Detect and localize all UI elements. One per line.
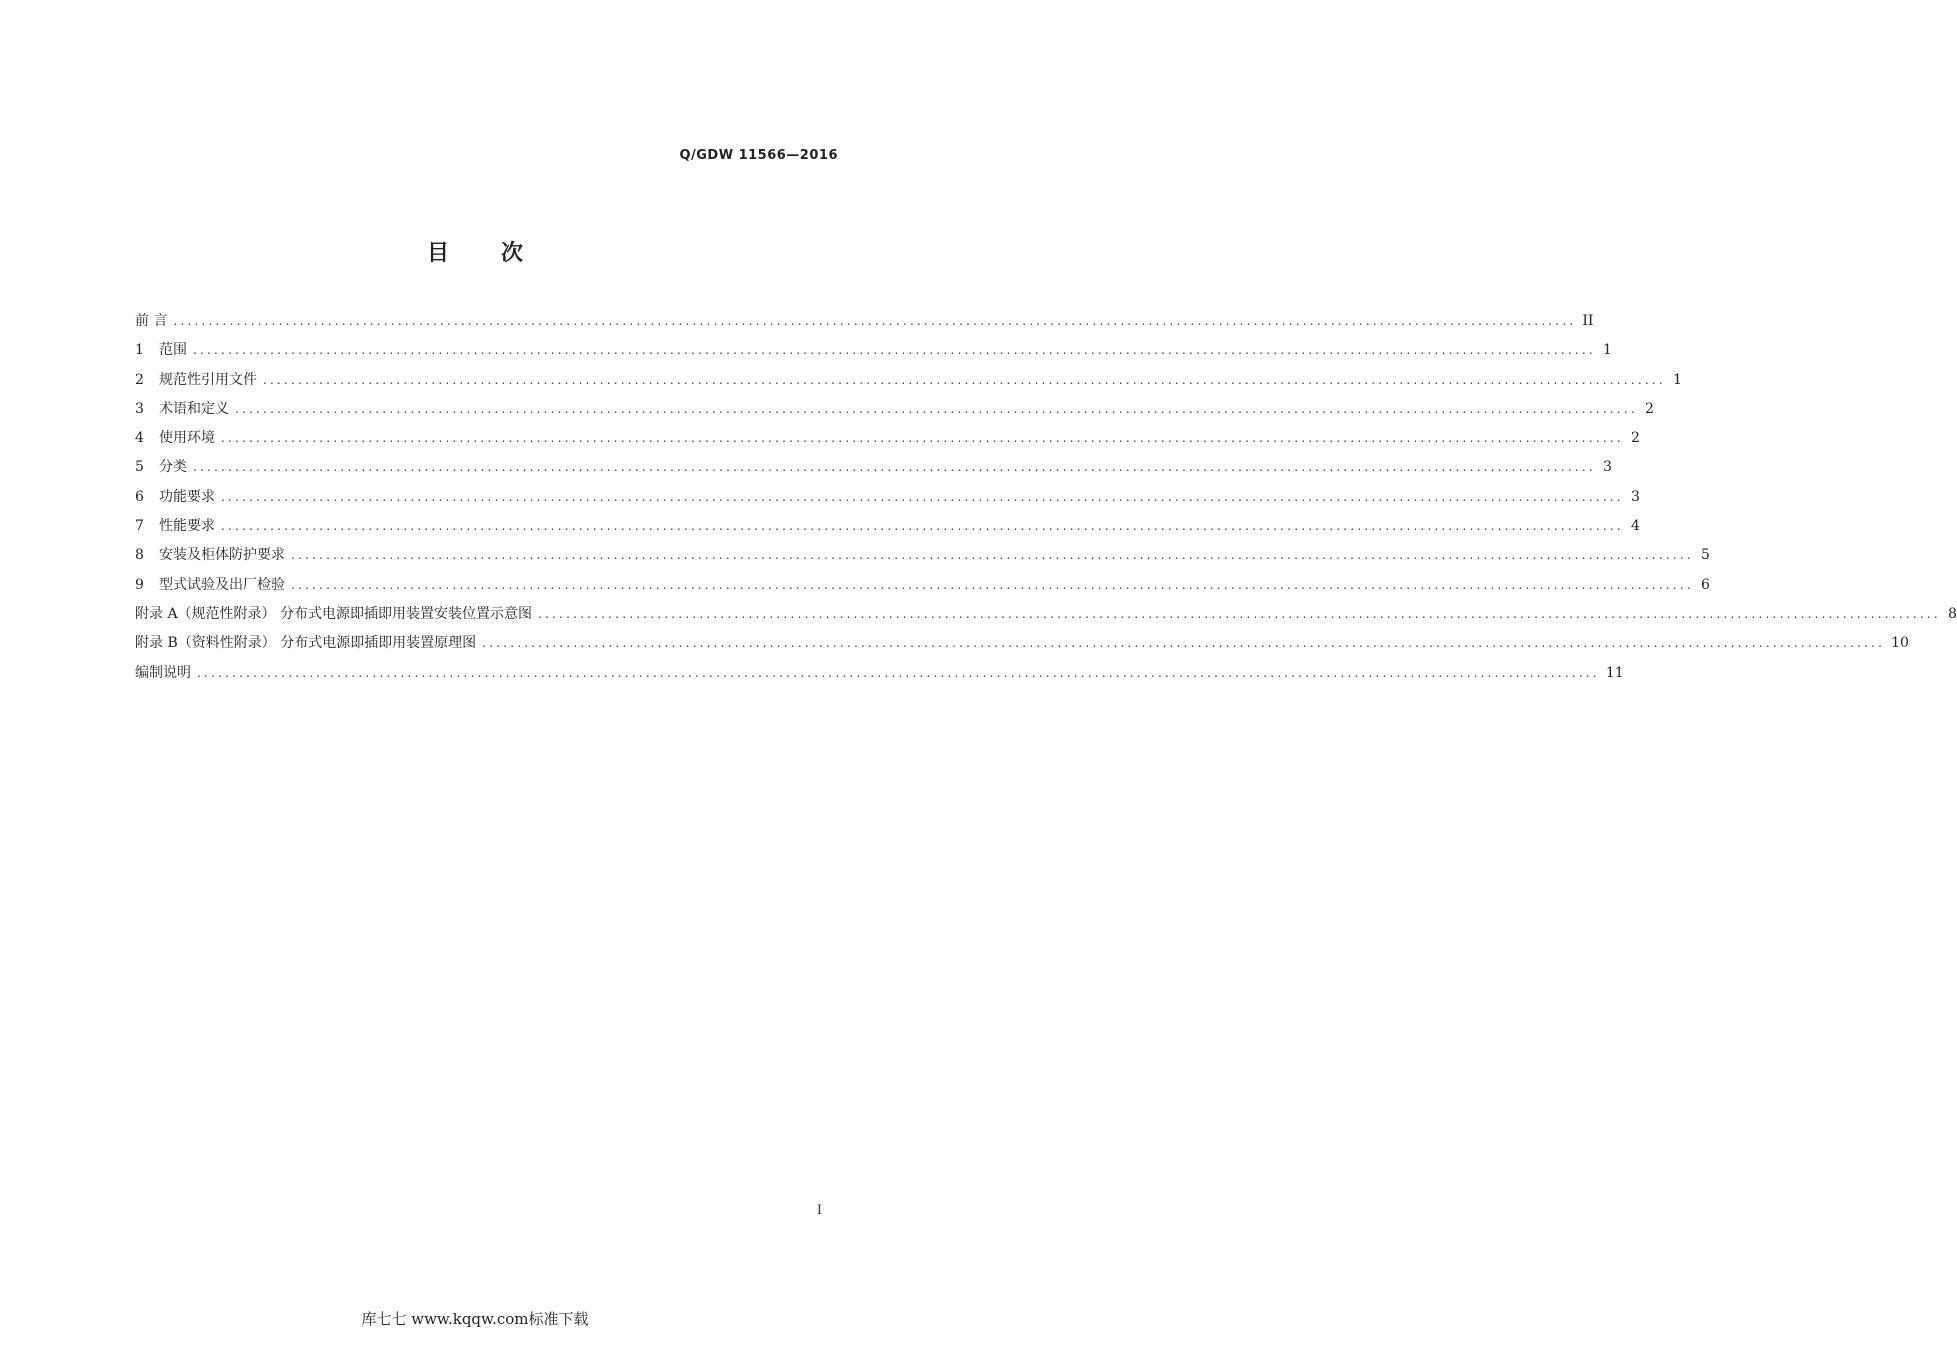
toc-entry-page: 1 [1602, 342, 1612, 359]
toc-entry-page: 6 [1700, 576, 1710, 593]
toc-entry-page: II [1582, 313, 1594, 329]
toc-entry[interactable] [135, 574, 1710, 603]
toc-entry-number: 3 [135, 400, 144, 417]
toc-entry[interactable] [135, 398, 1654, 427]
toc-entry-label: 分类 [159, 459, 187, 476]
toc-leader-dots: ........................................................................................................................................................................................................ [193, 460, 1596, 475]
watermark-text: 库七七 www.kqqw.com标准下载 [361, 1310, 589, 1328]
toc-leader-dots: ........................................................................................................................................................................................................ [291, 577, 1694, 592]
toc-entry-label: 功能要求 [159, 488, 215, 505]
toc-entry-page: 10 [1891, 635, 1909, 652]
toc-entry-page: 4 [1630, 518, 1640, 535]
page-number: I [816, 1203, 822, 1218]
toc-entry[interactable] [135, 515, 1640, 544]
toc-entry-label: 编制说明 [135, 664, 191, 681]
toc-entry[interactable] [135, 339, 1612, 368]
toc-entry[interactable] [135, 456, 1612, 485]
toc-entry-label: 前 言 [135, 313, 168, 329]
toc-leader-dots: ........................................................................................................................................................................................................ [291, 548, 1694, 563]
toc-entry[interactable] [135, 427, 1640, 456]
toc-entry-number: 6 [135, 488, 144, 505]
toc-entry-page: 3 [1602, 459, 1612, 476]
toc-entry-label: 安装及柜体防护要求 [159, 547, 285, 564]
toc-leader-dots: ........................................................................................................................................................................................................ [197, 665, 1600, 680]
toc-entry[interactable] [135, 632, 1909, 661]
toc-entry-label: 规范性引用文件 [159, 371, 257, 388]
toc-leader-dots: ........................................................................................................................................................................................................ [221, 489, 1624, 504]
toc-entry[interactable] [135, 544, 1710, 573]
toc-entry-number: 2 [135, 371, 144, 388]
toc-entry-page: 5 [1700, 547, 1710, 564]
toc-leader-dots: ........................................................................................................................................................................................................ [173, 314, 1577, 328]
toc-entry-page: 2 [1630, 430, 1640, 447]
toc-entry-label: 术语和定义 [159, 400, 229, 417]
toc-entry-label: 附录 B（资料性附录） 分布式电源即插即用装置原理图 [135, 635, 477, 652]
toc-entry-number: 7 [135, 518, 144, 535]
toc-entry[interactable] [135, 662, 1624, 691]
title-char-1: 目 [426, 241, 449, 266]
toc-entry-page: 1 [1672, 371, 1682, 388]
toc-entry-page: 8 [1947, 605, 1957, 622]
toc-entry-label: 附录 A（规范性附录） 分布式电源即插即用装置安装位置示意图 [135, 605, 533, 622]
toc-entry[interactable] [135, 603, 1957, 632]
toc-leader-dots: ........................................................................................................................................................................................................ [538, 606, 1941, 621]
toc-entry-page: 3 [1630, 488, 1640, 505]
toc-entry-number: 5 [135, 459, 144, 476]
toc-entry-label: 型式试验及出厂检验 [159, 576, 285, 593]
toc-entry-label: 性能要求 [159, 518, 215, 535]
toc-leader-dots: ........................................................................................................................................................................................................ [221, 431, 1624, 446]
table-of-contents [135, 310, 1957, 691]
toc-entry-label: 使用环境 [159, 430, 215, 447]
toc-entry-label: 范围 [159, 342, 187, 359]
document-code: Q/GDW 11566—2016 [679, 148, 838, 163]
toc-leader-dots: ........................................................................................................................................................................................................ [235, 401, 1638, 416]
toc-leader-dots: ........................................................................................................................................................................................................ [482, 636, 1886, 651]
toc-entry-number: 8 [135, 547, 144, 564]
toc-leader-dots: ........................................................................................................................................................................................................ [193, 343, 1596, 358]
page-title [0, 236, 950, 267]
toc-entry-page: 11 [1605, 664, 1624, 681]
toc-leader-dots: ........................................................................................................................................................................................................ [263, 372, 1666, 387]
toc-entry-number: 4 [135, 430, 144, 447]
title-char-2: 次 [501, 241, 524, 266]
toc-entry-number: 1 [135, 342, 144, 359]
toc-entry[interactable] [135, 369, 1682, 398]
toc-entry-page: 2 [1644, 400, 1654, 417]
toc-entry-number: 9 [135, 576, 144, 593]
toc-entry[interactable] [135, 310, 1594, 339]
toc-leader-dots: ........................................................................................................................................................................................................ [221, 519, 1624, 534]
toc-entry[interactable] [135, 486, 1640, 515]
